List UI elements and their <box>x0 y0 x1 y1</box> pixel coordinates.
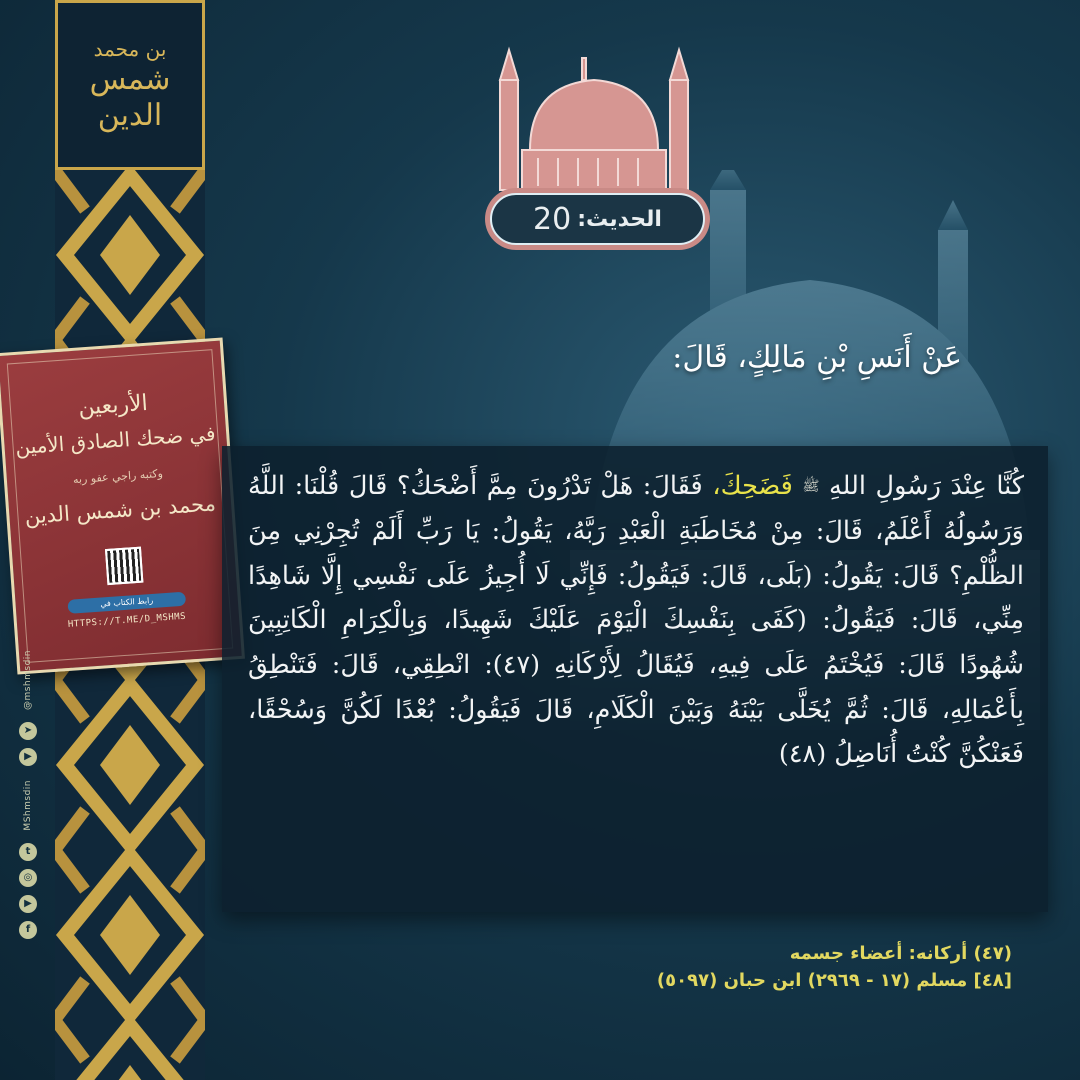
text-part-1: كُنَّا عِنْدَ رَسُولِ اللهِ <box>819 471 1025 501</box>
footnotes <box>412 940 1012 994</box>
book-url[interactable]: HTTPS://T.ME/D_MSHMS <box>67 611 187 630</box>
book-title-2: في ضحك الصادق الأمين <box>14 421 217 460</box>
text-part-3: فَقَالَ: هَلْ تَدْرُونَ مِمَّ أَضْحَكُ؟ قَالَ قُلْنَا: اللَّهُ وَرَسُولُهُ أَعْلَمُ، قَالَ: مِنْ مُخَاطَبَةِ الْعَبْدِ رَبَّهُ، يَقُولُ: يَا رَبِّ أَلَمْ تُجِرْنِي مِنَ الظُّلْمِ؟ قَالَ: يَقُولُ: (بَلَى، قَالَ: فَيَقُولُ: فَإِنِّي لَا أُجِيزُ عَلَى نَفْسِي إِلَّا شَاهِدًا مِنِّي، قَالَ: فَيَقُولُ: (كَفَى بِنَفْسِكَ الْيَوْمَ عَلَيْكَ شَهِيدًا، وَبِالْكِرَامِ الْكَاتِبِينَ شُهُودًا قَالَ: فَيُخْتَمُ عَلَى فِيهِ، فَيُقَالُ لِأَرْكَانِهِ (٤٧): انْطِقِي، قَالَ: فَتَنْطِقُ بِأَعْمَالِهِ، قَالَ: ثُمَّ يُخَلَّى بَيْنَهُ وَبَيْنَ الْكَلَامِ، قَالَ فَيَقُولُ: بُعْدًا لَكُنَّ وَسُحْقًا، فَعَنْكُنَّ كُنْتُ أُنَاضِلُ (٤٨) <box>248 471 1025 770</box>
hadith-text-panel <box>222 446 1048 912</box>
text-part-2 <box>793 471 803 501</box>
footnote-47: (٤٧) أركانه: أعضاء جسمه <box>789 943 1012 964</box>
footnote-48: [٤٨] مسلم (١٧ - ٢٩٦٩) ابن حبان (٥٠٩٧) <box>656 970 1012 991</box>
social-handle-bottom: MShmsdin <box>23 780 33 831</box>
youtube-icon[interactable]: ▶ <box>19 748 37 766</box>
book-subtitle: وكتبه راجي عفو ربه <box>72 466 164 487</box>
facebook-icon[interactable]: f <box>19 921 37 939</box>
logo-line-1: بن محمد <box>93 37 167 61</box>
book-cover[interactable] <box>0 337 245 674</box>
badge-inner <box>490 193 705 245</box>
youtube-icon[interactable]: ▶ <box>19 895 37 913</box>
telegram-link-badge[interactable]: رابط الكتاب في <box>67 592 186 614</box>
twitter-icon[interactable]: t <box>19 843 37 861</box>
book-title-1: الأربعين <box>77 390 149 421</box>
hadith-text <box>248 464 1024 777</box>
social-handle-top: @mshmsdin <box>23 650 33 711</box>
instagram-icon[interactable]: ◎ <box>19 869 37 887</box>
logo-line-2: شمس الدين <box>89 62 171 133</box>
hadith-number-badge <box>485 188 710 250</box>
social-links <box>14 650 42 1050</box>
narrator-line: عَنْ أَنَسِ بْنِ مَالِكٍ، قَالَ: <box>672 340 962 375</box>
book-author: محمد بن شمس الدين <box>23 491 217 529</box>
telegram-icon[interactable]: ➤ <box>19 722 37 740</box>
highlight-laughed: فَضَحِكَ، <box>712 471 793 501</box>
hadith-number: 20 <box>533 201 572 237</box>
salawat-glyph: ﷺ <box>802 478 820 495</box>
qr-code-icon <box>105 547 143 585</box>
hadith-label: الحديث: <box>577 206 662 232</box>
brand-logo <box>55 0 205 170</box>
